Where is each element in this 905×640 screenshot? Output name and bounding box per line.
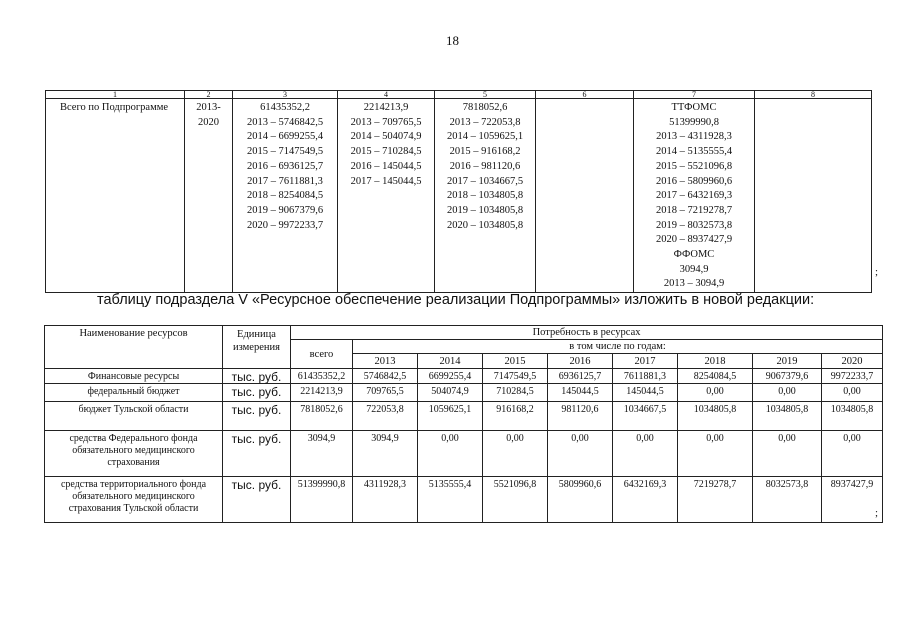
cell-line: 2014 – 5135555,4: [655, 146, 733, 158]
cell-line: 7818052,6: [462, 102, 508, 113]
resource-year-value: 0,00: [418, 431, 483, 477]
resource-year-value: 0,00: [483, 431, 548, 477]
resource-year-value: 1034667,5: [613, 402, 678, 431]
resource-name: федеральный бюджет: [45, 384, 223, 402]
cell-line: 2014 – 1059625,1: [446, 131, 524, 143]
resource-year-value: 7219278,7: [678, 477, 753, 523]
resource-year-value: 7147549,5: [483, 369, 548, 384]
header-resource-need: Потребность в ресурсах: [291, 326, 883, 340]
header-total: всего: [291, 340, 353, 369]
resource-unit: тыс. руб.: [223, 431, 291, 477]
cell-line: 2017 – 145044,5: [350, 175, 422, 187]
table1-col-header: 7: [634, 91, 755, 99]
resource-year-value: 0,00: [822, 431, 883, 477]
resource-row: [45, 369, 883, 384]
resource-year-value: 8937427,9: [822, 477, 883, 523]
year-header: 2020: [822, 354, 883, 369]
header-by-years: в том числе по годам:: [353, 340, 883, 354]
cell-line: 2017 – 1034667,5: [446, 175, 524, 187]
resource-year-value: 1034805,8: [822, 402, 883, 431]
cell-line: 2016 – 6936125,7: [246, 160, 324, 172]
resource-total: 51399990,8: [291, 477, 353, 523]
resource-total: 2214213,9: [291, 384, 353, 402]
cell-line: 2016 – 145044,5: [350, 160, 422, 172]
resource-year-value: 1059625,1: [418, 402, 483, 431]
resource-name: средства территориального фонда обязательного медицинского страхования Тульской области: [45, 477, 223, 523]
table1-cell: [536, 99, 634, 293]
resource-name: средства Федерального фонда обязательного медицинского страхования: [45, 431, 223, 477]
resource-year-value: 9972233,7: [822, 369, 883, 384]
cell-line: 2020 – 1034805,8: [446, 219, 524, 231]
cell-line: 2013 – 4311928,3: [656, 131, 732, 143]
resource-unit: тыс. руб.: [223, 477, 291, 523]
resource-year-value: 981120,6: [548, 402, 613, 431]
cell-line: 2019 – 8032573,8: [655, 219, 733, 231]
table1-col-header: 1: [46, 91, 185, 99]
table1-header-row: [46, 91, 872, 99]
cell-line: 2020 – 9972233,7: [246, 219, 324, 231]
instruction-paragraph: таблицу подраздела V «Ресурсное обеспечение реализации Подпрограммы» изложить в новой редакции:: [97, 292, 815, 308]
cell-line: 2018 – 1034805,8: [446, 190, 524, 202]
cell-line: 2013 – 709765,5: [350, 116, 422, 128]
resource-year-value: 6699255,4: [418, 369, 483, 384]
table1-cell: [185, 99, 233, 293]
table1-cell: [233, 99, 338, 293]
resource-year-value: 0,00: [678, 384, 753, 402]
resource-total: 3094,9: [291, 431, 353, 477]
year-header: 2013: [353, 354, 418, 369]
table1-col-header: 4: [338, 91, 435, 99]
cell-line: 2013 – 3094,9: [663, 278, 725, 290]
resource-year-value: 3094,9: [353, 431, 418, 477]
resource-name: бюджет Тульской области: [45, 402, 223, 431]
resource-year-value: 0,00: [753, 431, 822, 477]
cell-line: 2017 – 6432169,3: [655, 190, 733, 202]
resource-year-value: 6936125,7: [548, 369, 613, 384]
resource-year-value: 916168,2: [483, 402, 548, 431]
cell-line: 2020 – 8937427,9: [655, 234, 733, 246]
table1-cell: [634, 99, 755, 293]
year-header: 2018: [678, 354, 753, 369]
table2-trailing-semicolon: ;: [875, 507, 879, 519]
table1-col-header: 8: [755, 91, 872, 99]
cell-line: 3094,9: [679, 263, 709, 275]
resource-table: [44, 325, 883, 523]
resource-year-value: 710284,5: [483, 384, 548, 402]
resource-row: [45, 431, 883, 477]
resource-year-value: 6432169,3: [613, 477, 678, 523]
cell-line: 2015 – 5521096,8: [655, 160, 733, 172]
cell-line: 2015 – 7147549,5: [246, 146, 324, 158]
resource-unit: тыс. руб.: [223, 402, 291, 431]
year-header: 2014: [418, 354, 483, 369]
cell-line: 2013 – 722053,8: [449, 116, 521, 128]
cell-line: Всего по Подпрограмме: [60, 102, 169, 113]
header-unit: Единица измерения: [223, 326, 291, 369]
resource-year-value: 8254084,5: [678, 369, 753, 384]
resource-year-value: 7611881,3: [613, 369, 678, 384]
cell-line: 2014 – 6699255,4: [246, 131, 324, 143]
year-header: 2016: [548, 354, 613, 369]
cell-line: ТТФОМС: [671, 102, 717, 113]
resource-year-value: 5746842,5: [353, 369, 418, 384]
table1-cell: [435, 99, 536, 293]
resource-total: 61435352,2: [291, 369, 353, 384]
resource-year-value: 4311928,3: [353, 477, 418, 523]
cell-line: 2014 – 504074,9: [350, 131, 422, 143]
table1-trailing-semicolon: ;: [875, 266, 879, 278]
resource-year-value: 145044,5: [548, 384, 613, 402]
cell-line: 51399990,8: [669, 116, 719, 128]
table1-total-row: [46, 99, 872, 293]
table1-cell: [338, 99, 435, 293]
cell-line: 2015 – 916168,2: [449, 146, 521, 158]
resource-year-value: 0,00: [613, 431, 678, 477]
resource-total: 7818052,6: [291, 402, 353, 431]
table1-col-header: 5: [435, 91, 536, 99]
year-header: 2017: [613, 354, 678, 369]
resource-year-value: 8032573,8: [753, 477, 822, 523]
resource-year-value: 145044,5: [613, 384, 678, 402]
resource-year-value: 0,00: [678, 431, 753, 477]
page-number: 18: [446, 33, 459, 48]
cell-line: 2020: [198, 116, 219, 128]
table1-col-header: 3: [233, 91, 338, 99]
resource-year-value: 5135555,4: [418, 477, 483, 523]
resource-unit: тыс. руб.: [223, 384, 291, 402]
resource-year-value: 0,00: [753, 384, 822, 402]
cell-line: 2013-: [196, 102, 221, 113]
table1-col-header: 2: [185, 91, 233, 99]
year-header: 2015: [483, 354, 548, 369]
cell-line: 2018 – 7219278,7: [655, 204, 733, 216]
resource-row: [45, 477, 883, 523]
resource-year-value: 0,00: [822, 384, 883, 402]
resource-year-value: 1034805,8: [678, 402, 753, 431]
cell-line: 2019 – 9067379,6: [246, 204, 324, 216]
resource-year-value: 709765,5: [353, 384, 418, 402]
cell-line: 2016 – 981120,6: [449, 160, 521, 172]
table1-cell: [46, 99, 185, 293]
resource-name: Финансовые ресурсы: [45, 369, 223, 384]
resource-year-value: 1034805,8: [753, 402, 822, 431]
cell-line: 2214213,9: [363, 102, 409, 113]
resource-year-value: 5521096,8: [483, 477, 548, 523]
cell-line: 2013 – 5746842,5: [246, 116, 324, 128]
resource-year-value: 5809960,6: [548, 477, 613, 523]
resource-row: [45, 384, 883, 402]
table1-col-header: 6: [536, 91, 634, 99]
cell-line: 2017 – 7611881,3: [247, 175, 323, 187]
header-resource-name: Наименование ресурсов: [45, 326, 223, 369]
subprogram-total-table: [45, 90, 872, 293]
resource-row: [45, 402, 883, 431]
table1-cell: [755, 99, 872, 293]
resource-year-value: 504074,9: [418, 384, 483, 402]
cell-line: ФФОМС: [673, 249, 715, 261]
cell-line: 2018 – 8254084,5: [246, 190, 324, 202]
cell-line: 2016 – 5809960,6: [655, 175, 733, 187]
cell-line: 2019 – 1034805,8: [446, 204, 524, 216]
resource-year-value: 722053,8: [353, 402, 418, 431]
cell-line: 2015 – 710284,5: [350, 146, 422, 158]
year-header: 2019: [753, 354, 822, 369]
resource-year-value: 9067379,6: [753, 369, 822, 384]
resource-year-value: 0,00: [548, 431, 613, 477]
resource-unit: тыс. руб.: [223, 369, 291, 384]
cell-line: 61435352,2: [260, 102, 310, 113]
